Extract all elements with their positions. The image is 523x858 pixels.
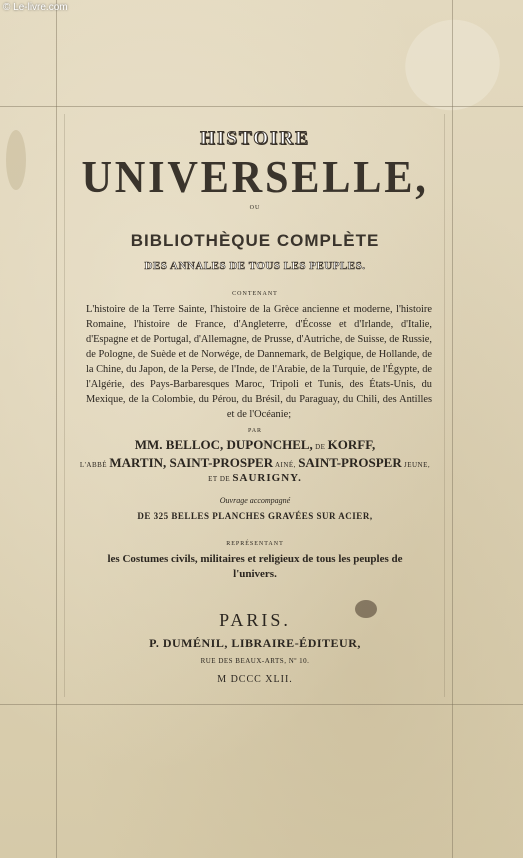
par-label: PAR	[247, 428, 263, 434]
author-names: MARTIN, SAINT-PROSPER	[109, 455, 274, 470]
author-qualifier: AINÉ,	[273, 461, 299, 469]
subtitle-bibliotheque: BIBLIOTHÈQUE COMPLÈTE	[130, 231, 380, 250]
watermark: © Le-livre.com	[3, 2, 68, 13]
ouvrage-note: Ouvrage accompagné	[219, 496, 291, 505]
fold-line-left	[56, 0, 57, 858]
imprint-address: RUE DES BEAUX-ARTS, Nº 10.	[200, 657, 310, 665]
author-name: KORFF,	[327, 437, 376, 452]
subtitle-annales: DES ANNALES DE TOUS LES PEUPLES.	[144, 260, 366, 272]
author-name: SAINT-PROSPER	[298, 455, 402, 470]
planches-note: DE 325 BELLES PLANCHES GRAVÉES SUR ACIER,	[137, 511, 373, 521]
fold-line-bottom	[0, 704, 523, 705]
costumes-description: les Costumes civils, militaires et religieux de tous les peuples de l'univers.	[107, 553, 403, 580]
title-line-universelle: UNIVERSELLE,	[81, 151, 429, 202]
title-line-histoire: HISTOIRE	[200, 128, 310, 149]
author-title: L'ABBÉ	[79, 461, 110, 469]
title-conjunction: OU	[249, 205, 261, 211]
authors-line-2	[66, 455, 444, 471]
author-particle: ET DE	[208, 475, 233, 483]
paper-stain	[6, 130, 26, 190]
contents-paragraph: L'histoire de la Terre Sainte, l'histoire de la Grèce ancienne et moderne, l'histoire Romaine, l'histoire de France, d'Angleterre, d'Écosse et d'Irlande, d'Italie, d'Espagne et de Portugal, d'Allemagne, de Prusse, d'Autriche, de Suisse, de Russie, de Pologne, de Suède et de Norwége, de Dannemark, de Belgique, de Hollande, de la Chine, du Japon, de la Perse, de l'Inde, de l'Arabie, de la Turquie, de l'Égypte, de l'Algérie, des Pays-Barbaresques Maroc, Tripoli et Tunis, des États-Unis, du Mexique, de la Colombie, du Pérou, du Brésil, du Paraguay, du Chili, des Antilles et de l'Océanie;	[86, 304, 432, 420]
fold-line-top	[0, 106, 523, 107]
frame-line-right	[444, 114, 445, 697]
imprint-publisher: P. DUMÉNIL, LIBRAIRE-ÉDITEUR,	[149, 636, 361, 650]
author-particle: DE	[312, 443, 328, 451]
author-qualifier: JEUNE,	[401, 461, 431, 469]
authors-line-3	[66, 472, 444, 484]
imprint-city: PARIS.	[219, 610, 291, 630]
frame-line-left	[64, 114, 65, 697]
author-name: SAURIGNY.	[232, 472, 302, 484]
author-names: MM. BELLOC, DUPONCHEL,	[134, 437, 313, 452]
contenant-label: CONTENANT	[232, 291, 278, 297]
representant-label: REPRÉSENTANT	[226, 541, 284, 547]
fold-line-right	[452, 0, 453, 858]
imprint-year: M DCCC XLII.	[217, 674, 293, 685]
authors-line-1	[66, 437, 444, 453]
